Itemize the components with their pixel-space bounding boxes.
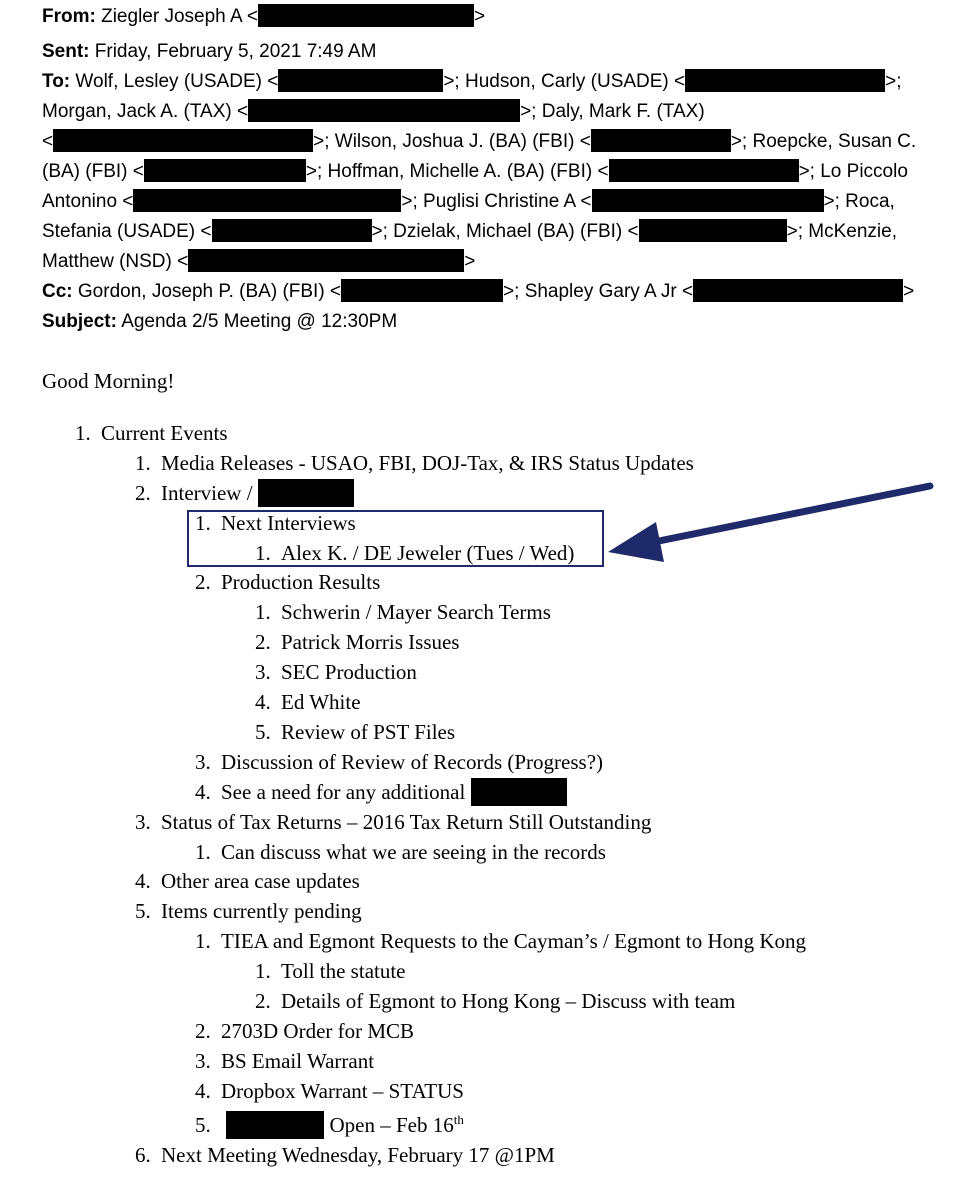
item-text: See a need for any additional [221, 780, 466, 804]
item-number: 1. [195, 840, 211, 864]
redaction-bar [341, 279, 503, 302]
item-number: 3. [135, 810, 151, 834]
item-number: 5. [135, 899, 151, 923]
redaction-bar [685, 69, 885, 92]
cc-recipient: Gordon, Joseph P. (BA) (FBI) [77, 281, 325, 302]
agenda-item [255, 538, 574, 568]
item-text: Interview / [161, 481, 253, 505]
item-number: 1. [255, 600, 271, 624]
item-number: 1. [255, 541, 271, 565]
redaction-bar [258, 4, 474, 27]
item-text: BS Email Warrant [221, 1049, 375, 1073]
redaction-bar [248, 99, 520, 122]
redaction-bar [639, 219, 787, 242]
to-line-7: Matthew (NSD) < > [42, 251, 476, 272]
item-text: Other area case updates [161, 869, 360, 893]
from-name: Ziegler Joseph A [101, 6, 242, 27]
cc-line: Cc: Gordon, Joseph P. (BA) (FBI) < >; Shapley Gary A Jr < > [42, 281, 915, 302]
agenda-item [195, 1076, 464, 1106]
item-text: Alex K. / DE Jeweler (Tues / Wed) [281, 541, 575, 565]
item-text: Media Releases - USAO, FBI, DOJ-Tax, & IRS Status Updates [161, 451, 694, 475]
redaction-bar [592, 189, 824, 212]
to-recipient: Morgan, Jack A. (TAX) [42, 101, 232, 122]
greeting: Good Morning! [42, 369, 175, 393]
redaction-bar [471, 778, 567, 806]
agenda-item [135, 807, 651, 837]
item-text: 2703D Order for MCB [221, 1019, 415, 1043]
item-number: 1. [75, 421, 91, 445]
agenda-item [195, 926, 806, 956]
to-recipient: Hoffman, Michelle A. (BA) (FBI) [327, 161, 593, 182]
item-number: 2. [255, 630, 271, 654]
sent-line [42, 37, 376, 67]
item-text: Review of PST Files [281, 720, 456, 744]
agenda-item [255, 717, 455, 747]
agenda-item [195, 1046, 374, 1076]
item-text: Ed White [281, 690, 361, 714]
item-number: 4. [255, 690, 271, 714]
agenda-item [195, 837, 606, 867]
item-text: Schwerin / Mayer Search Terms [281, 600, 551, 624]
redaction-bar [258, 479, 354, 507]
item-text: Patrick Morris Issues [281, 630, 460, 654]
redaction-bar [591, 129, 731, 152]
item-number: 2. [195, 1019, 211, 1043]
item-text: SEC Production [281, 660, 417, 684]
to-recipient: Wolf, Lesley (USADE) [75, 71, 262, 92]
to-recipient: Hudson, Carly (USADE) [464, 71, 669, 92]
cc-recipient: Shapley Gary A Jr [524, 281, 677, 302]
to-recipient: Matthew (NSD) [42, 251, 172, 272]
to-label: To: [42, 71, 71, 92]
item-number: 2. [195, 570, 211, 594]
item-number: 2. [255, 989, 271, 1013]
item-text: Current Events [101, 421, 228, 445]
redaction-bar [133, 189, 401, 212]
redaction-bar [188, 249, 464, 272]
to-recipient: Antonino [42, 191, 118, 212]
item-number: 2. [135, 481, 151, 505]
agenda-item [255, 627, 459, 657]
subject-line [42, 307, 397, 337]
agenda-item [75, 418, 228, 448]
to-recipient: McKenzie, [808, 221, 897, 242]
item-number: 1. [255, 959, 271, 983]
redaction-bar [144, 159, 306, 182]
item-text: Next Interviews [221, 511, 356, 535]
cc-label: Cc: [42, 281, 73, 302]
to-recipient: Puglisi Christine A [423, 191, 576, 212]
item-text: Toll the statute [281, 959, 406, 983]
item-text: Production Results [221, 570, 381, 594]
to-recipient: Dzielak, Michael (BA) (FBI) [393, 221, 623, 242]
agenda-item [135, 478, 354, 508]
item-text: Can discuss what we are seeing in the records [221, 840, 606, 864]
agenda-item [195, 567, 380, 597]
redaction-bar [53, 129, 313, 152]
to-line-5: Antonino < >; Puglisi Christine A < >; Roca, [42, 191, 895, 212]
agenda-item [255, 956, 406, 986]
to-line-6: Stefania (USADE) < >; Dzielak, Michael (BA) (FBI) < >; McKenzie, [42, 221, 897, 242]
item-text: Dropbox Warrant – STATUS [221, 1079, 464, 1103]
item-text: Open – Feb 16 [329, 1113, 454, 1137]
to-recipient: Roca, [845, 191, 895, 212]
to-line-3: < >; Wilson, Joshua J. (BA) (FBI) < >; Roepcke, Susan C. [42, 131, 917, 152]
item-number: 4. [195, 780, 211, 804]
arrow-icon [604, 480, 934, 570]
redaction-bar [278, 69, 443, 92]
agenda-item [195, 747, 603, 777]
to-recipient: Daly, Mark F. (TAX) [541, 101, 705, 122]
subject-label: Subject: [42, 311, 117, 332]
redaction-bar [226, 1111, 324, 1139]
item-number: 1. [195, 929, 211, 953]
agenda-item [135, 448, 694, 478]
item-number: 5. [195, 1113, 211, 1137]
to-line-1: To: Wolf, Lesley (USADE) < >; Hudson, Carly (USADE) < >; [42, 71, 902, 92]
to-line-2: Morgan, Jack A. (TAX) < >; Daly, Mark F. (TAX) [42, 101, 705, 122]
redaction-bar [609, 159, 799, 182]
to-line-4: (BA) (FBI) < >; Hoffman, Michelle A. (BA) (FBI) < >; Lo Piccolo [42, 161, 908, 182]
agenda-item [255, 657, 417, 687]
agenda-item [195, 1110, 464, 1140]
item-number: 3. [255, 660, 271, 684]
item-number: 6. [135, 1143, 151, 1167]
item-number: 4. [195, 1079, 211, 1103]
item-number: 3. [195, 1049, 211, 1073]
to-recipient: Stefania (USADE) [42, 221, 196, 242]
item-number: 5. [255, 720, 271, 744]
item-text: TIEA and Egmont Requests to the Cayman’s / Egmont to Hong Kong [221, 929, 807, 953]
sent-label: Sent: [42, 41, 90, 62]
from-label: From: [42, 6, 96, 27]
agenda-item [135, 866, 360, 896]
item-text: Items currently pending [161, 899, 362, 923]
from-line: From: Ziegler Joseph A < > [42, 6, 486, 27]
to-recipient: Roepcke, Susan C. [752, 131, 917, 152]
item-text: Next Meeting Wednesday, February 17 @1PM [161, 1143, 555, 1167]
item-text: Discussion of Review of Records (Progress?) [221, 750, 604, 774]
agenda-item [195, 777, 567, 807]
to-recipient: (BA) (FBI) [42, 161, 128, 182]
item-text: Details of Egmont to Hong Kong – Discuss with team [281, 989, 736, 1013]
subject-value: Agenda 2/5 Meeting @ 12:30PM [121, 311, 398, 332]
item-number: 3. [195, 750, 211, 774]
item-number: 1. [195, 511, 211, 535]
agenda-item [135, 896, 362, 926]
redaction-bar [693, 279, 903, 302]
redaction-bar [212, 219, 372, 242]
item-number: 1. [135, 451, 151, 475]
agenda-item [255, 687, 361, 717]
sent-value: Friday, February 5, 2021 7:49 AM [94, 41, 377, 62]
agenda-item [195, 1016, 414, 1046]
to-recipient: Lo Piccolo [820, 161, 908, 182]
agenda-item [255, 597, 551, 627]
item-number: 4. [135, 869, 151, 893]
agenda-item [135, 1140, 555, 1170]
item-text: Status of Tax Returns – 2016 Tax Return Still Outstanding [161, 810, 652, 834]
to-recipient: Wilson, Joshua J. (BA) (FBI) [334, 131, 575, 152]
ordinal-suffix: th [453, 1112, 464, 1127]
agenda-item [255, 986, 735, 1016]
agenda-item [195, 508, 356, 538]
